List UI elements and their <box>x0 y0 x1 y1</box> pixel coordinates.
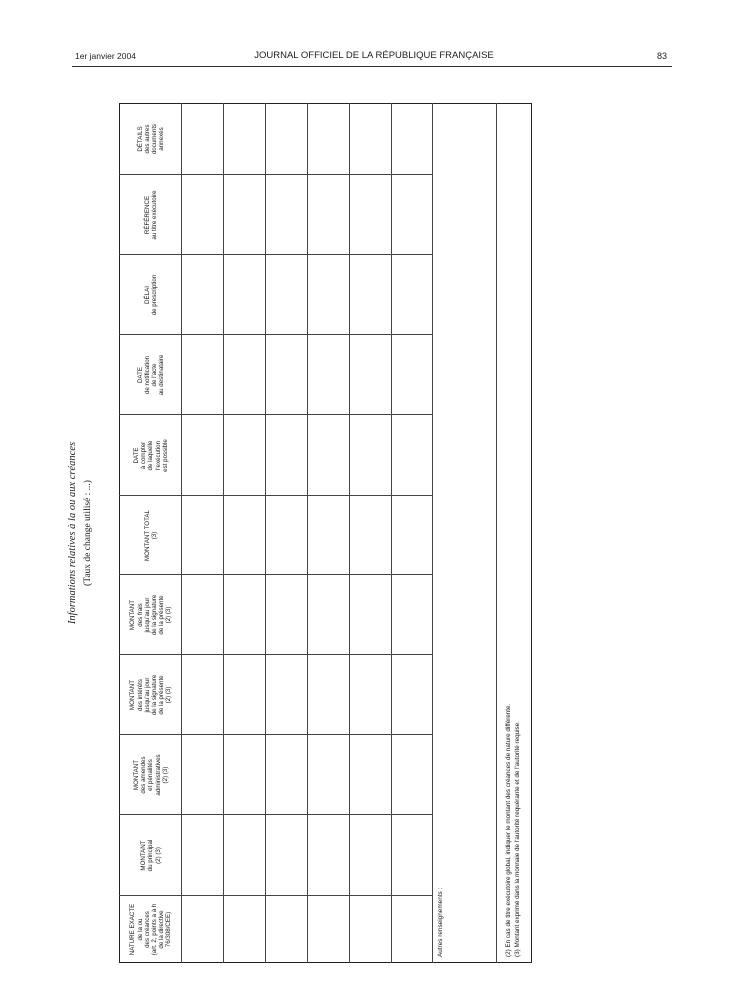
header-rule <box>72 66 672 67</box>
column-header: MONTANT des amendes et pénalités administratives (2) (3) <box>132 754 169 796</box>
section-subtitle: (Taux de change utilisé : ...) <box>83 480 93 586</box>
footnote-2: (2) En cas de titre exécutoire global, indiquer le montant des créances de nature différente. <box>505 703 512 957</box>
row-divider <box>223 103 224 963</box>
rotated-form <box>67 103 532 963</box>
column-header: MONTANT du principal (2) (3) <box>140 839 162 872</box>
page-number: 83 <box>657 51 668 61</box>
column-header: DÉTAILS des autres documents annexés <box>136 123 166 155</box>
column-header: NATURE EXACTE de la ou des créances (art. 2, points a à h de la directive 76/308/CEE) <box>129 903 173 956</box>
row-divider <box>181 103 182 963</box>
column-header: MONTANT des intérêts jusqu'au jour de la signature de la présente (2) (3) <box>129 674 173 716</box>
row-divider <box>307 103 308 963</box>
column-header: MONTANT TOTAL (3) <box>143 510 158 561</box>
row-divider <box>349 103 350 963</box>
row-divider <box>432 103 433 963</box>
row-divider <box>391 103 392 963</box>
journal-title: JOURNAL OFFICIEL DE LA RÉPUBLIQUE FRANÇAISE <box>254 50 494 61</box>
row-divider <box>496 103 497 963</box>
column-header: RÉFÉRENCE au titre exécutoire <box>143 190 158 240</box>
other-info-label: Autres renseignements : <box>437 887 444 957</box>
header-date: 1er janvier 2004 <box>75 51 136 61</box>
column-header: DATE de notification de l'acte au destinataire <box>136 354 166 396</box>
section-title: Informations relatives à la ou aux créances <box>67 441 78 625</box>
column-header: MONTANT des frais jusqu'au jour de la signature de la présente (2) (3) <box>129 594 173 636</box>
row-divider <box>265 103 266 963</box>
column-header: DATE à compter de laquelle l'exécution est possible <box>132 439 169 472</box>
column-header: DÉLAI de prescription <box>143 274 158 316</box>
footnote-3: (3) Montant exprimé dans la monnaie de l'autorité requérante et de l'autorité requise. <box>514 721 521 957</box>
